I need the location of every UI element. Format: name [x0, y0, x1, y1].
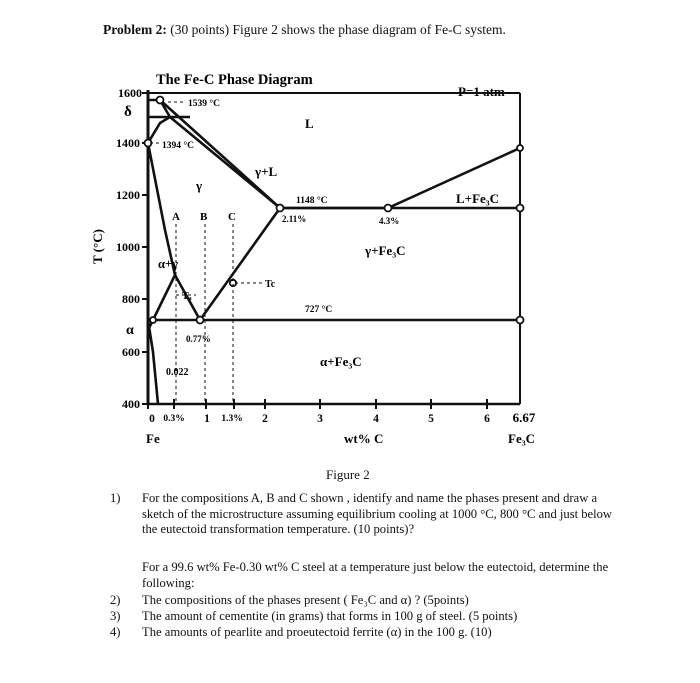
question-4-text: The amounts of pearlite and proeutectoid ferrite (α) in the 100 g. (10): [142, 625, 492, 639]
problem-label: Problem 2:: [103, 22, 167, 37]
x-tick-labels: [149, 410, 536, 425]
comp-label-c: C: [228, 211, 236, 223]
y-tick-1400: 1400: [116, 136, 140, 150]
y-tick-1200: 1200: [116, 188, 140, 202]
x-tick-2: 2: [262, 413, 268, 425]
x-unit-label: wt% C: [344, 431, 384, 446]
comp-label-b: B: [200, 211, 208, 223]
question-intro-text: For a 99.6 wt% Fe-0.30 wt% C steel at a temperature just below the eutectoid, determine the following:: [142, 560, 609, 590]
temp-tc: Tc: [265, 279, 276, 290]
x-tick-3: 3: [317, 413, 323, 425]
temp-1539: 1539 °C: [188, 99, 221, 109]
temp-1148: 1148 °C: [296, 196, 328, 206]
temp-ta: Tₐ: [182, 291, 192, 302]
x-tick-0: 0: [149, 413, 155, 425]
a3-line: [148, 143, 203, 320]
region-l: L: [305, 116, 314, 131]
comp-4-3: 4.3%: [379, 216, 400, 226]
x-tick-5: 5: [428, 413, 434, 425]
region-delta: δ: [124, 104, 132, 120]
question-2: [110, 593, 630, 609]
temp-727: 727 °C: [305, 305, 333, 315]
question-2-number: 2): [110, 593, 121, 607]
x-right-label: Fe₃C: [508, 431, 535, 446]
question-4-number: 4): [110, 625, 121, 639]
question-3-number: 3): [110, 609, 121, 623]
acm-line: [200, 208, 280, 320]
question-1-number: 1): [110, 491, 121, 505]
key-points: [145, 97, 524, 324]
x-tick-0-3: 0.3%: [163, 414, 185, 424]
comp-label-a: A: [172, 211, 180, 223]
region-l-fe3c: L+Fe₃C: [456, 191, 500, 206]
region-gamma: γ: [196, 178, 203, 193]
question-1-text: For the compositions A, B and C shown , identify and name the phases present and draw a sketch of the microstructure assuming equilibrium cooling at 1000 °C, 800 °C and just below the eutectoid transformation temperature. (10 points)?: [142, 491, 613, 536]
region-alpha-gamma: α+γ: [158, 257, 178, 271]
region-alpha-fe3c: α+Fe₃C: [320, 354, 362, 369]
problem-text: (30 points) Figure 2 shows the phase diagram of Fe-C system.: [166, 22, 506, 37]
question-1: [110, 491, 630, 539]
question-3: [110, 609, 630, 625]
x-tick-1-3: 1.3%: [221, 414, 243, 424]
y-axis-label: T (°C): [90, 229, 105, 264]
x-tick-6-67: 6.67: [512, 410, 536, 425]
solidus-line: [170, 117, 280, 208]
x-tick-4: 4: [373, 413, 379, 425]
question-3-text: The amount of cementite (in grams) that forms in 100 g of steel. (5 points): [142, 609, 518, 623]
diagram-title: The Fe-C Phase Diagram: [156, 72, 313, 88]
region-alpha: α: [126, 323, 134, 338]
y-tick-400: 400: [122, 397, 140, 411]
comp-0-022: 0.022: [166, 367, 189, 378]
y-tick-800: 800: [122, 292, 140, 306]
figure-caption: Figure 2: [326, 467, 370, 482]
question-2-text: The compositions of the phases present ( Fe₃C and α) ? (5points): [142, 593, 469, 607]
region-gamma-l: γ+L: [255, 164, 278, 179]
x-left-label: Fe: [146, 431, 160, 446]
region-gamma-fe3c: γ+Fe₃C: [365, 243, 406, 258]
x-tick-6: 6: [484, 413, 490, 425]
question-4: [110, 625, 630, 641]
question-intro: [110, 560, 630, 592]
pressure-label: P=1 atm: [458, 84, 505, 99]
y-tick-1600: 1600: [118, 86, 142, 100]
y-tick-labels: [116, 86, 142, 411]
x-tick-1: 1: [204, 413, 210, 425]
y-tick-1000: 1000: [116, 240, 140, 254]
temp-1394: 1394 °C: [162, 141, 195, 151]
comp-2-11: 2.11%: [282, 214, 307, 224]
y-tick-600: 600: [122, 345, 140, 359]
comp-0-77: 0.77%: [186, 334, 211, 344]
